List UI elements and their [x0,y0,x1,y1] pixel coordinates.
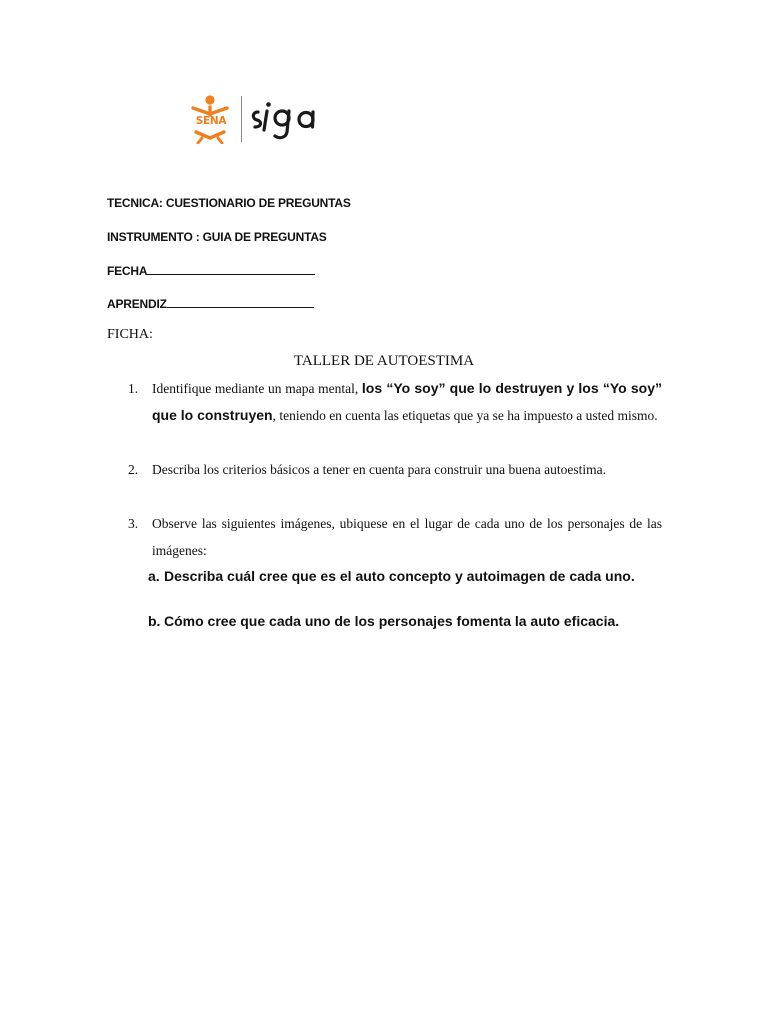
subitem-label: b. [148,613,161,629]
aprendiz-blank [167,296,314,308]
question-text: Identifique mediante un mapa mental, [152,381,362,396]
question-number: 2. [128,462,139,477]
question-text: , teniendo en cuenta las etiquetas que ya se ha impuesto a usted mismo. [272,408,658,423]
subitem-label: a. [148,568,160,584]
question-number: 1. [128,381,139,396]
question-text: Observe las siguientes imágenes, ubiquese en el lugar de cada uno de los personajes de las imágenes: [152,516,662,558]
subitem-a [148,568,668,585]
fecha-label: FECHA [107,264,148,278]
sena-logo-text: SENA [195,115,227,127]
subitem-text: Describa cuál cree que es el auto concepto y autoimagen de cada uno. [164,568,635,584]
logo [188,94,328,146]
question-3 [128,510,662,564]
question-1 [128,375,662,429]
question-2 [128,456,662,483]
aprendiz-label: APRENDIZ [107,297,167,311]
fecha-line [107,263,315,278]
tecnica-line: TECNICA: CUESTIONARIO DE PREGUNTAS [107,196,351,210]
siga-logo-text [188,94,189,95]
subitem-b [148,613,668,630]
question-bold-text: los “Yo soy” que lo destruyen y los “Yo soy” que lo construyen [152,380,662,423]
siga-logo-icon [249,94,321,142]
question-number: 3. [128,516,139,531]
ficha-label: FICHA: [107,327,153,342]
question-text: Describa los criterios básicos a tener en cuenta para construir una buena autoestima. [152,462,606,477]
logo-divider [241,96,242,142]
subitem-text: Cómo cree que cada uno de los personajes fomenta la auto eficacia. [164,613,620,629]
aprendiz-line [107,296,314,311]
page-title: TALLER DE AUTOESTIMA [293,353,475,369]
fecha-blank [147,263,315,275]
instrumento-line: INSTRUMENTO : GUIA DE PREGUNTAS [107,230,327,244]
